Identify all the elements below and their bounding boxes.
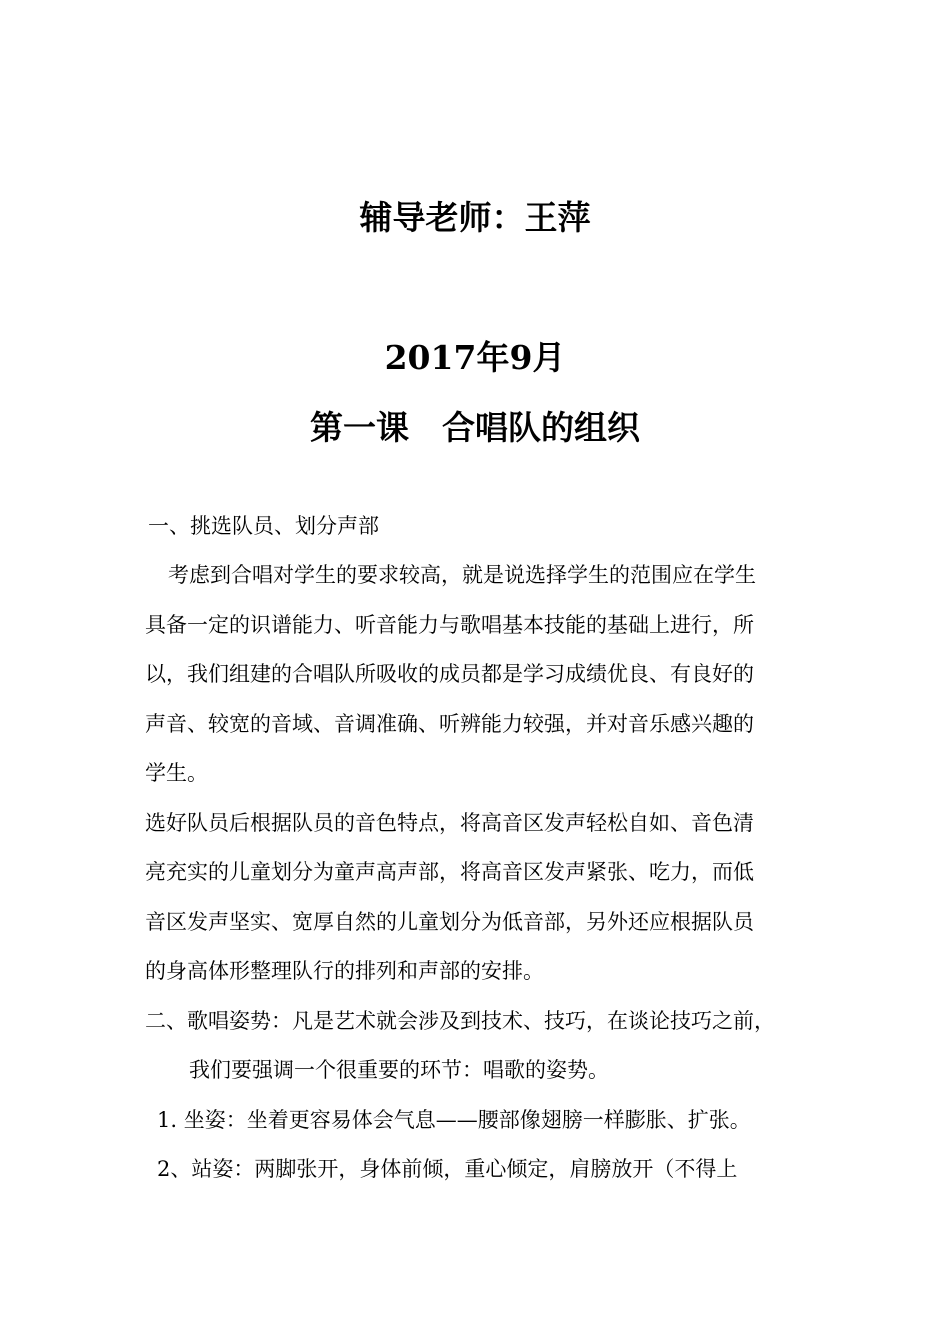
lesson-title: 第一课 合唱队的组织 <box>310 408 640 447</box>
section-heading-1: 一、挑选队员、划分声部 <box>148 514 379 538</box>
paragraph-line: 声音、较宽的音域、音调准确、听辨能力较强，并对音乐感兴趣的 <box>145 712 754 736</box>
paragraph-line: 的身高体形整理队行的排列和声部的安排。 <box>145 959 544 983</box>
date-heading: 2017年9月 <box>384 338 566 377</box>
paragraph-line: 亮充实的儿童划分为童声高声部，将高音区发声紧张、吃力，而低 <box>145 860 754 884</box>
paragraph-line: 以，我们组建的合唱队所吸收的成员都是学习成绩优良、有良好的 <box>145 662 754 686</box>
paragraph-line: 音区发声坚实、宽厚自然的儿童划分为低音部，另外还应根据队员 <box>145 910 754 934</box>
teacher-heading: 辅导老师：王萍 <box>359 198 591 237</box>
list-item: 2、站姿：两脚张开，身体前倾，重心倾定，肩膀放开（不得上 <box>157 1157 738 1181</box>
section-heading-2: 二、歌唱姿势：凡是艺术就会涉及到技术、技巧，在谈论技巧之前， <box>145 1009 775 1033</box>
paragraph-line: 考虑到合唱对学生的要求较高，就是说选择学生的范围应在学生 <box>168 563 756 587</box>
paragraph-line: 具备一定的识谱能力、听音能力与歌唱基本技能的基础上进行，所 <box>145 613 754 637</box>
paragraph-line: 学生。 <box>145 761 208 785</box>
list-item: 1. 坐姿：坐着更容易体会气息——腰部像翅膀一样膨胀、扩张。 <box>157 1108 751 1132</box>
paragraph-line: 我们要强调一个很重要的环节：唱歌的姿势。 <box>189 1058 609 1082</box>
paragraph-line: 选好队员后根据队员的音色特点，将高音区发声轻松自如、音色清 <box>145 811 754 835</box>
